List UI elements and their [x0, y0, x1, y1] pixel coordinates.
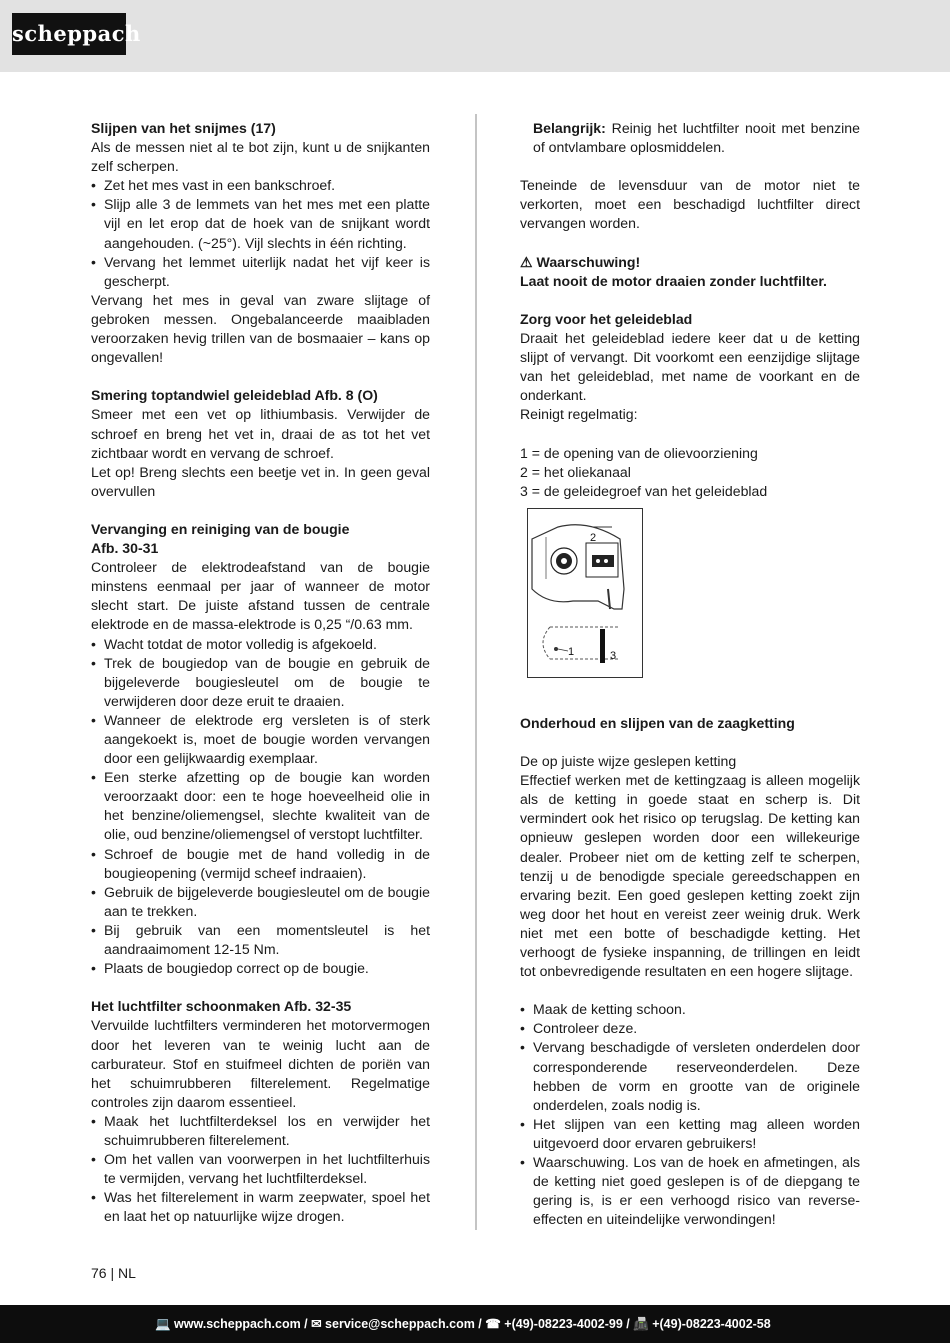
bullet-list: [91, 176, 430, 291]
paragraph: Als de messen niet al te bot zijn, kunt u de snijkanten zelf scherpen.: [91, 139, 430, 175]
page-header: [0, 0, 950, 72]
list-item: • Vervang het lemmet uiterlijk nadat het vijf keer is gescherpt.: [91, 253, 430, 291]
page-number: 76 | NL: [91, 1265, 136, 1281]
list-item: • Schroef de bougie met de hand volledig in de bougieopening (vermijd scheef indraaien).: [91, 845, 430, 883]
list-item: • Trek de bougiedop van de bougie en gebruik de bijgeleverde bougiesleutel om de bougie te verwijderen door deze eruit te draaien.: [91, 654, 430, 711]
column-divider: [475, 114, 477, 1230]
paragraph: Teneinde de levensduur van de motor niet te verkorten, moet een beschadigd luchtfilter direct vervangen worden.: [520, 177, 860, 232]
section-title-chain-maintenance: Onderhoud en slijpen van de zaagketting: [520, 714, 795, 731]
paragraph: Controleer de elektrodeafstand van de bougie minstens eenmaal per jaar of wanneer de motor slecht start. De juiste afstand tussen de centrale elektrode en de massa-elektrode is 0,25 “/0.63 mm.: [91, 559, 430, 633]
list-item: • Bij gebruik van een momentsleutel is het aandraaimoment 12-15 Nm.: [91, 921, 430, 959]
right-column: [520, 119, 860, 1229]
important-note: [520, 119, 860, 157]
section-title-lubrication: Smering toptandwiel geleideblad Afb. 8 (O): [91, 387, 378, 404]
page-footer: [0, 1305, 950, 1343]
list-item: • Gebruik de bijgeleverde bougiesleutel om de bougie aan te trekken.: [91, 883, 430, 921]
paragraph: Smeer met een vet op lithiumbasis. Verwijder de schroef en breng het vet in, draai de as tot het vet zichtbaar wordt en vervang de schroef.: [91, 406, 430, 461]
section-title-guide-bar: Zorg voor het geleideblad: [520, 310, 693, 327]
list-item: • Slijp alle 3 de lemmets van het mes met een platte vijl en let erop dat de hoek van de snijkant wordt aangehouden. (~25°). Vijl slechts in één richting.: [91, 195, 430, 252]
section-title-blade-sharpening: Slijpen van het snijmes (17): [91, 120, 276, 136]
scheppach-logo: scheppach: [12, 13, 126, 55]
list-item: • Zet het mes vast in een bankschroef.: [91, 176, 430, 195]
bullet-list: [91, 1112, 430, 1227]
paragraph: Vervuilde luchtfilters verminderen het motorvermogen door het leveren van te weinig lucht aan de carburateur. Stof en stuifmeel dichten de poriën van het schuimrubberen filterelement. Regelmatige controles zijn daarom essentieel.: [91, 1017, 430, 1110]
list-item: • Was het filterelement in warm zeepwater, spoel het en laat het op natuurlijke wijze drogen.: [91, 1188, 430, 1226]
list-item: • Een sterke afzetting op de bougie kan worden veroorzaakt door: een te hoge hoeveelheid olie in het benzine/oliemengsel, slechte kwaliteit van de olie, oud benzine/oliemengsel of verstopt luchtfilter.: [91, 768, 430, 844]
legend-item: 2 = het oliekanaal: [520, 463, 631, 480]
figure-label: 1: [568, 645, 575, 658]
bullet-list: [91, 635, 430, 979]
important-label: Belangrijk:: [533, 120, 606, 136]
footer-contact: 💻 www.scheppach.com / ✉ service@scheppach.com / ☎ +(49)-08223-4002-99 / 📠 +(49)-08223-4002-58: [155, 1317, 771, 1331]
guide-bar-figure: [527, 508, 643, 678]
figure-label: 3: [610, 649, 617, 662]
page-number-value: 76: [91, 1265, 107, 1281]
paragraph: De op juiste wijze geslepen ketting: [520, 753, 737, 770]
warning-text: Laat nooit de motor draaien zonder luchtfilter.: [520, 272, 827, 289]
list-item: • Plaats de bougiedop correct op de bougie.: [91, 959, 430, 978]
paragraph: Draait het geleideblad iedere keer dat u de ketting slijpt of vervangt. Dit voorkomt een eenzijdige slijtage van het geleideblad, met name de voorkant en de onderkant.: [520, 330, 860, 404]
list-item: • Waarschuwing. Los van de hoek en afmetingen, als de ketting niet goed geslepen is of de diepgang te gering is, is er een verhoogd risico van reverse-effecten en uiteindelijke verwondingen!: [520, 1153, 860, 1229]
section-title-spark-plug: Vervanging en reiniging van de bougie: [91, 520, 350, 537]
figure-label: 2: [590, 531, 597, 544]
list-item: • Wanneer de elektrode erg versleten is of sterk aangekoekt is, moet de bougie worden vervangen door een gelijkwaardig exemplaar.: [91, 711, 430, 768]
left-column: [91, 119, 430, 1226]
section-title-air-filter: Het luchtfilter schoonmaken Afb. 32-35: [91, 998, 352, 1015]
warning-title: ⚠ Waarschuwing!: [520, 253, 641, 270]
legend-item: 1 = de opening van de olievoorziening: [520, 444, 758, 461]
important-text: Reinig het luchtfilter nooit met benzine of ontvlambare oplosmiddelen.: [533, 120, 860, 156]
legend-item: 3 = de geleidegroef van het geleideblad: [520, 482, 768, 499]
list-item: • Wacht totdat de motor volledig is afgekoeld.: [91, 635, 430, 654]
guide-bar-illustration: [528, 509, 642, 677]
list-item: • Controleer deze.: [520, 1019, 860, 1038]
list-item: • Maak het luchtfilterdeksel los en verwijder het schuimrubberen filterelement.: [91, 1112, 430, 1150]
paragraph: Let op! Breng slechts een beetje vet in. In geen geval overvullen: [91, 463, 430, 499]
list-item: • Om het vallen van voorwerpen in het luchtfilterhuis te vermijden, vervang het luchtfilterdeksel.: [91, 1150, 430, 1188]
paragraph: Vervang het mes in geval van zware slijtage of gebroken messen. Ongebalanceerde maaibladen veroorzaken hevig trillen van de bosmaaier – kans op ongevallen!: [91, 291, 430, 366]
list-item: • Vervang beschadigde of versleten onderdelen door corresponderende reserveonderdelen. Deze hebben de vorm en grootte van de originele onderdelen, zoals nodig is.: [520, 1038, 860, 1114]
page-language: NL: [118, 1265, 136, 1281]
section-title-spark-plug-figure: Afb. 30-31: [91, 540, 159, 557]
list-item: • Maak de ketting schoon.: [520, 1000, 860, 1019]
paragraph: Reinigt regelmatig:: [520, 406, 638, 423]
bullet-list: [520, 1000, 860, 1229]
paragraph: Effectief werken met de kettingzaag is alleen mogelijk als de ketting in goede staat en scherp is. Dit vermindert ook het risico op terugslag. De ketting kan opnieuw geslepen worden door een willekeurige dealer. Probeer niet om de ketting zelf te scherpen, tenzij u de benodigde speciale gereedschappen en ervaring bezit. Een goed geslepen ketting zoekt zijn weg door het hout en vereist zeer weinig druk. Werk niet met een botte of beschadigde ketting. Het verhoogt de fysieke inspanning, de trillingen en leidt tot onbevredigende resultaten en een hogere slijtage.: [520, 772, 860, 980]
list-item: • Het slijpen van een ketting mag alleen worden uitgevoerd door ervaren gebruikers!: [520, 1115, 860, 1153]
